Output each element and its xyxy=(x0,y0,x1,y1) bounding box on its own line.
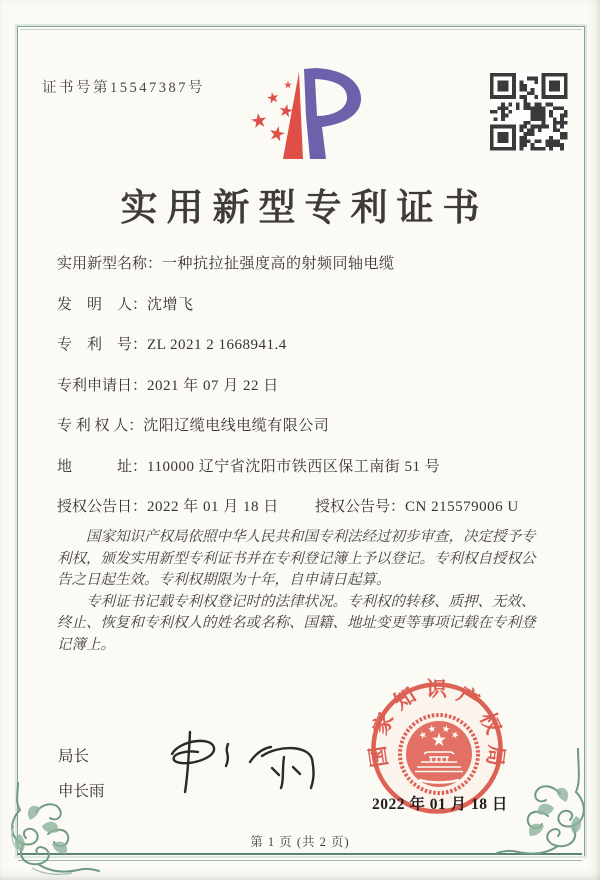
qr-code xyxy=(490,73,568,151)
director-signature xyxy=(150,720,340,805)
field-address: 地 址：110000 辽宁省沈阳市铁西区保工南街 51 号 xyxy=(57,458,441,475)
director-name: 申长雨 xyxy=(58,783,105,800)
certificate-number: 证书号第15547387号 xyxy=(42,80,205,96)
certificate-title: 实用新型专利证书 xyxy=(120,188,489,229)
field-utility-model-name: 实用新型名称：一种抗拉扯强度高的射频同轴电缆 xyxy=(57,256,395,272)
legal-paragraph-2: 专利证书记载专利权登记时的法律状况。专利权的转移、质押、无效、终止、恢复和专利权人的姓名或名称、国籍、地址变更等事项记载在专利登记簿上。 xyxy=(57,593,536,653)
seal-ring-text: 国家知识产权局 xyxy=(366,678,508,769)
floral-ornament-left-icon xyxy=(2,782,102,877)
certificate-fields xyxy=(57,252,557,536)
field-filing-date: 专利申请日：2021 年 07 月 22 日 xyxy=(57,377,279,394)
director-title: 局长 xyxy=(58,748,90,765)
field-patentee: 专 利 权 人：沈阳辽缆电线电缆有限公司 xyxy=(57,418,330,434)
grant-date-stamp: 2022 年 01 月 18 日 xyxy=(372,796,508,813)
cnipa-logo-icon xyxy=(237,66,367,166)
legal-paragraph-1: 国家知识产权局依照中华人民共和国专利法经过初步审查，决定授予专利权，颁发实用新型专利证书并在专利登记簿上予以登记。专利权自授权公告之日起生效。专利权期限为十年，自申请日起算。 xyxy=(57,529,536,588)
field-patent-number: 专 利 号：ZL 2021 2 1668941.4 xyxy=(57,337,287,353)
field-grant-date-and-number: 授权公告日：2022 年 01 月 18 日 授权公告号：CN 215579006 U xyxy=(57,499,519,515)
page-indicator: 第 1 页 (共 2 页) xyxy=(250,835,350,849)
field-inventor: 发 明 人：沈增飞 xyxy=(57,296,194,313)
legal-text xyxy=(57,527,546,656)
